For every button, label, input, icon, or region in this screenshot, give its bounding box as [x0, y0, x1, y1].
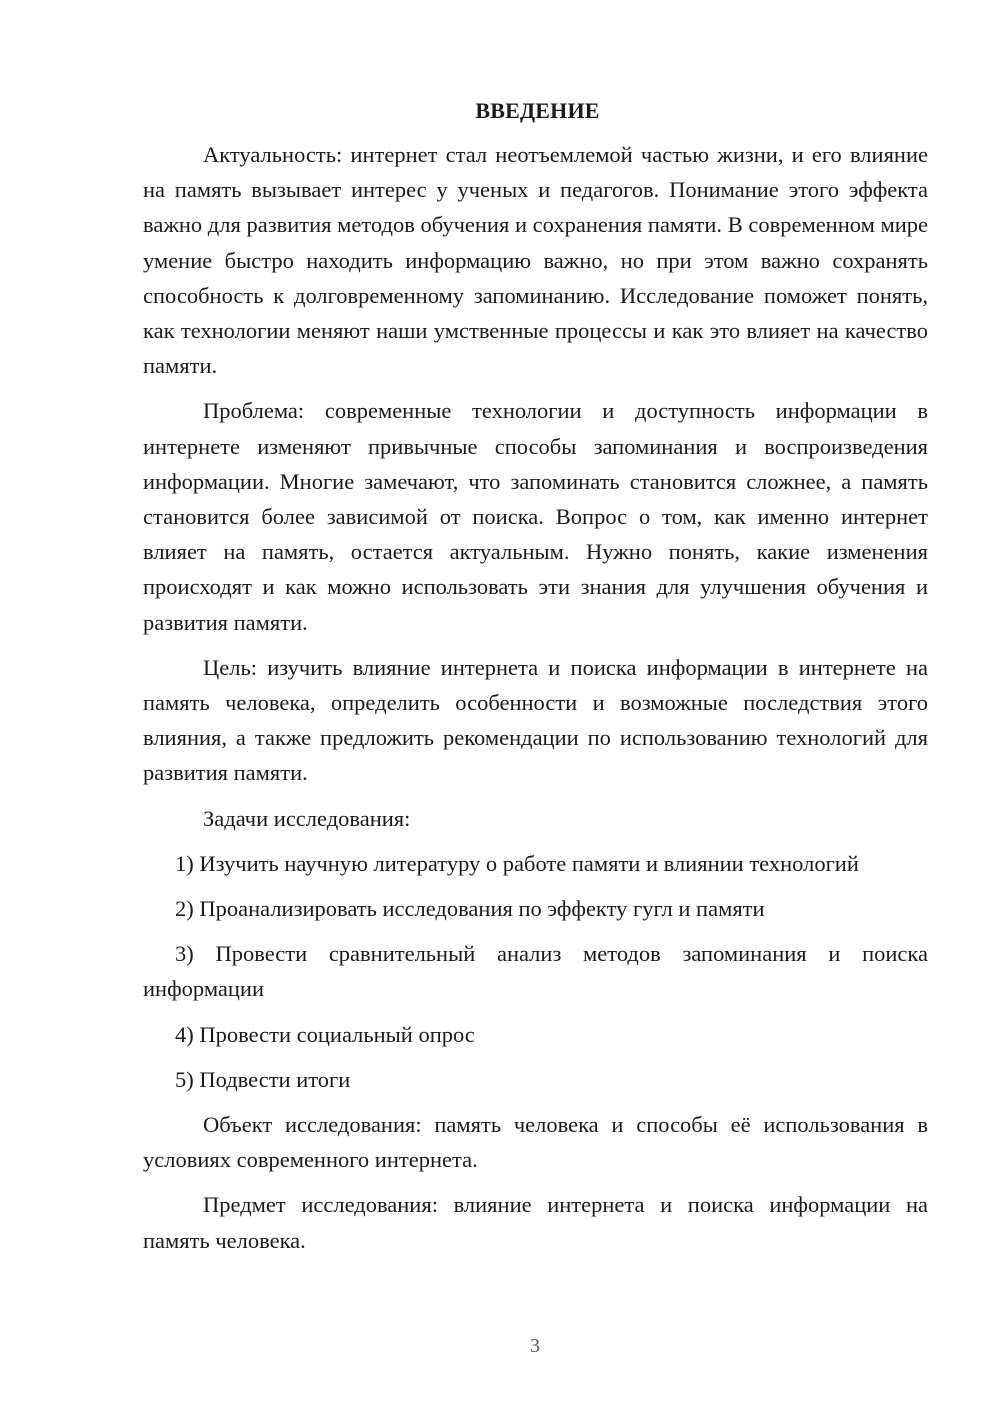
document-body [143, 96, 928, 1268]
paragraph-goal: Цель: изучить влияние интернета и поиска информации в интернете на память человека, определить особенности и возможные последствия этого влияния, а также предложить рекомендации по использованию технологий для развития памяти. [143, 654, 928, 786]
tasks-list [143, 846, 928, 1097]
list-item: 5) Подвести итоги [175, 1066, 351, 1092]
list-item: 1) Изучить научную литературу о работе памяти и влиянии технологий [175, 850, 859, 876]
list-item: 3) Провести сравнительный анализ методов запоминания и поиска информации [143, 941, 928, 1002]
paragraph-subject: Предмет исследования: влияние интернета и поиска информации на память человека. [143, 1192, 928, 1253]
paragraph-problem: Проблема: современные технологии и доступность информации в интернете изменяют привычные способы запоминания и воспроизведения информации. Многие замечают, что запоминать становится сложнее, а память становится более зависимой от поиска. Вопрос о том, как именно интернет влияет на память, остается актуальным. Нужно понять, какие изменения происходят и как можно использовать эти знания для улучшения обучения и развития памяти. [143, 398, 928, 635]
paragraph-object: Объект исследования: память человека и способы её использования в условиях современного интернета. [143, 1112, 928, 1173]
page-number: 3 [530, 1335, 540, 1357]
list-item: 4) Провести социальный опрос [175, 1021, 475, 1047]
tasks-label: Задачи исследования: [203, 805, 411, 831]
list-item: 2) Проанализировать исследования по эффекту гугл и памяти [175, 896, 765, 922]
section-heading: ВВЕДЕНИЕ [475, 98, 600, 123]
paragraph-relevance: Актуальность: интернет стал неотъемлемой частью жизни, и его влияние на память вызывает интерес у ученых и педагогов. Понимание этого эффекта важно для развития методов обучения и сохранения памяти. В современном мире умение быстро находить информацию важно, но при этом важно сохранять способность к долговременному запоминанию. Исследование поможет понять, как технологии меняют наши умственные процессы и как это влияет на качество памяти. [143, 142, 928, 379]
